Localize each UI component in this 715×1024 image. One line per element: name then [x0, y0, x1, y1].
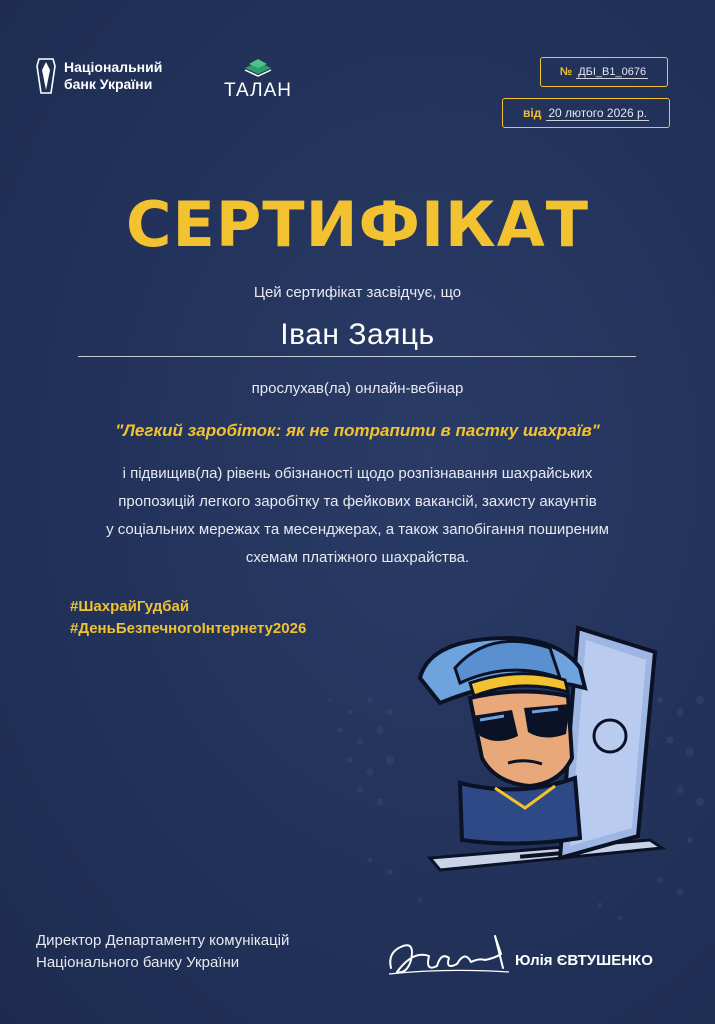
hacker-laptop-illustration	[400, 608, 680, 888]
signature-icon	[385, 928, 515, 984]
director-line2: Національного банку України	[36, 954, 240, 971]
hashtags	[70, 596, 306, 640]
nbu-logo-icon	[36, 58, 56, 94]
recipient-name: Іван Заяць	[280, 318, 435, 351]
bank-name-line1: Національний	[64, 59, 163, 75]
number-value: ДБІ_В1_0676	[578, 65, 647, 78]
name-underline	[78, 356, 636, 357]
director-line1: Директор Департаменту комунікацій	[36, 932, 290, 949]
description	[40, 460, 675, 572]
description-line: у соціальних мережах та месенджерах, а також запобігання поширеним	[106, 521, 609, 538]
description-line: пропозицій легкого заробітку та фейкових вакансій, захисту акаунтів	[118, 493, 597, 510]
certificate-number-box	[540, 57, 668, 87]
bank-name-line2: банк України	[64, 76, 153, 92]
signer-name: Юлія ЄВТУШЕНКО	[515, 952, 653, 969]
hashtag: #ДеньБезпечногоІнтернету2026	[70, 620, 307, 637]
number-label: №	[559, 66, 573, 78]
hashtag: #ШахрайГудбай	[70, 598, 190, 615]
certificate-title: СЕРТИФІКАТ	[126, 188, 589, 261]
nbu-logo	[36, 58, 162, 94]
description-line: і підвищив(ла) рівень обізнаності щодо розпізнавання шахрайських	[122, 465, 593, 482]
date-value: 20 лютого 2026 р.	[548, 105, 647, 120]
description-line: схемам платіжного шахрайства.	[245, 549, 470, 566]
certificate-date-box	[502, 98, 670, 128]
webinar-title: "Легкий заробіток: як не потрапити в пастку шахраїв"	[115, 421, 600, 440]
talan-logo	[218, 56, 298, 102]
director-title	[36, 930, 289, 974]
talan-logo-icon	[241, 56, 275, 78]
partner-name: ТАЛАН	[224, 80, 292, 101]
nbu-logo-text	[64, 59, 162, 93]
certifies-text: Цей сертифікат засвідчує, що	[253, 284, 462, 301]
date-label: від	[523, 106, 542, 120]
attended-text: прослухав(ла) онлайн-вебінар	[251, 380, 464, 397]
